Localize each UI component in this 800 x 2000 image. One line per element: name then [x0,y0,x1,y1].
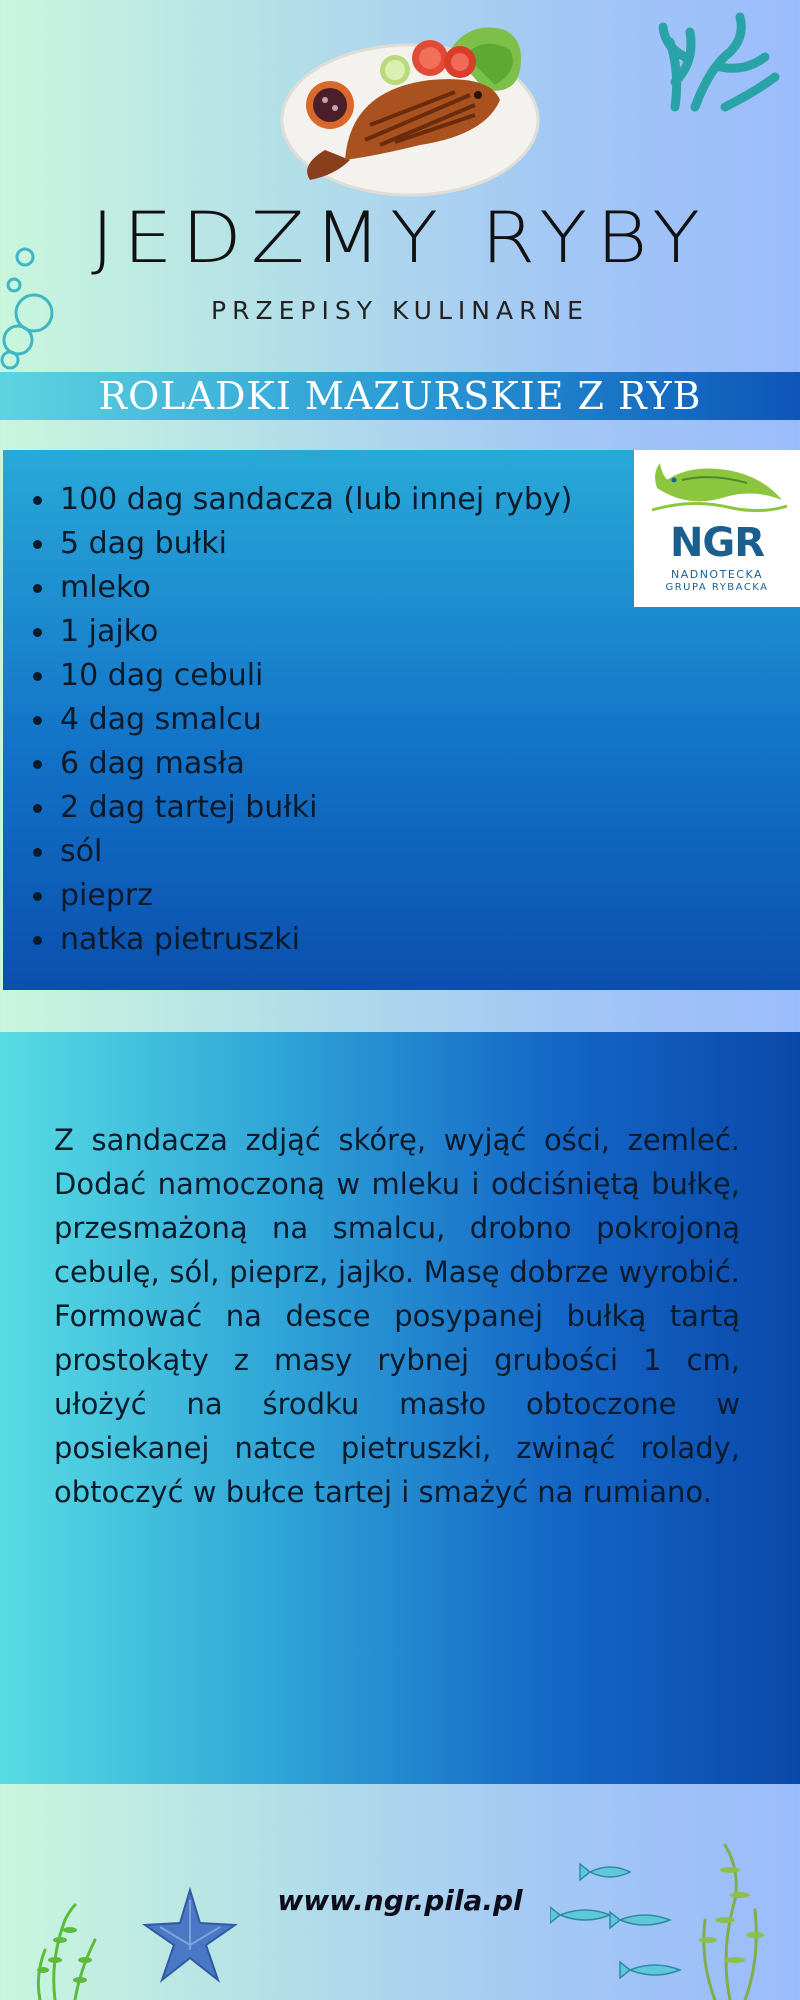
seaweed-icon [680,1840,780,2000]
ngr-logo [634,450,800,607]
fish-dish-icon [270,10,550,200]
ingredient-item: 100 dag sandacza (lub innej ryby) [60,478,572,522]
ingredient-item: pieprz [60,874,572,918]
ingredients-list [60,478,572,962]
website-link[interactable]: www.ngr.pila.pl [277,1884,523,1917]
logo-fish-icon [652,458,787,518]
ingredient-item: 1 jajko [60,610,572,654]
instructions-panel [0,1032,800,1784]
instructions-text: Z sandacza zdjąć skórę, wyjąć ości, zemleć. Dodać namoczoną w mleku i odciśniętą bułkę, przesmażoną na smalcu, drobno pokrojoną cebulę, sól, pieprz, jajko. Masę dobrze wyrobić. Formować na desce posypanej bułką tartą prostokąty z masy rybnej grubości 1 cm, ułożyć na środku masło obtoczone w posiekanej natce pietruszki, zwinąć rolady, obtoczyć w bułce tartej i smażyć na rumiano. [54,1123,740,1509]
ingredient-item: 10 dag cebuli [60,654,572,698]
ingredient-item: natka pietruszki [60,918,572,962]
ingredient-item: 4 dag smalcu [60,698,572,742]
logo-text-line2: GRUPA RYBACKA [665,582,769,593]
logo-text-line1: NADNOTECKA [670,568,763,581]
ingredient-item: 6 dag masła [60,742,572,786]
ingredient-item: sól [60,830,572,874]
ingredient-item: mleko [60,566,572,610]
ingredient-item: 2 dag tartej bułki [60,786,572,830]
ingredient-item: 5 dag bułki [60,522,572,566]
page-title: JEDZMY RYBY [90,197,710,279]
coral-icon [655,12,785,112]
recipe-title: ROLADKI MAZURSKIE Z RYB [98,374,702,418]
recipe-title-banner [0,372,800,420]
logo-letters: NGR [669,520,765,566]
page-subtitle: PRZEPISY KULINARNE [211,296,589,325]
